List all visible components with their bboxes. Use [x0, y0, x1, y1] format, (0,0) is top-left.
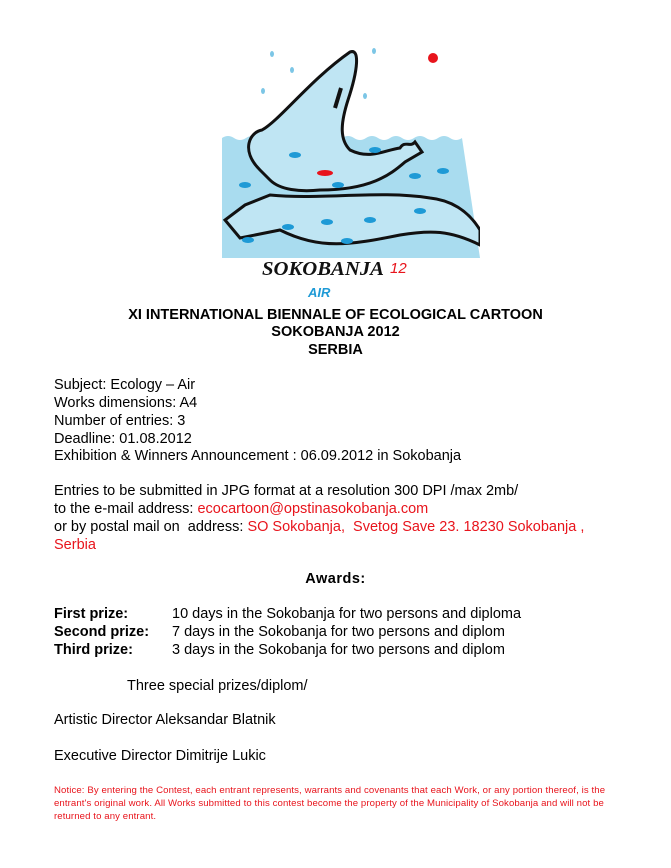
title-line-3: SERBIA	[308, 342, 363, 358]
prize-text: 10 days in the Sokobanja for two persons and diploma	[172, 606, 522, 622]
logo-year: 12	[390, 260, 407, 277]
detail-dimensions: Works dimensions: A4	[54, 395, 198, 411]
submission-email-line	[54, 501, 428, 518]
email-label: to the e-mail address:	[54, 501, 198, 517]
submission-format: Entries to be submitted in JPG format at a resolution 300 DPI /max 2mb/	[54, 483, 519, 499]
prize-label: First prize:	[54, 606, 129, 622]
logo-text: SOKOBANJA	[262, 258, 384, 280]
artistic-director: Artistic Director Aleksandar Blatnik	[54, 712, 276, 728]
detail-entries: Number of entries: 3	[54, 413, 186, 429]
prize-text: 7 days in the Sokobanja for two persons and diplom	[172, 624, 505, 640]
email-link[interactable]: ecocartoon@opstinasokobanja.com	[197, 501, 429, 517]
awards-heading: Awards:	[305, 571, 366, 587]
title-line-1: XI INTERNATIONAL BIENNALE OF ECOLOGICAL CARTOON	[128, 307, 543, 323]
detail-exhibition: Exhibition & Winners Announcement : 06.09.2012 in Sokobanja	[54, 448, 462, 464]
postal-label: or by postal mail on address:	[54, 519, 248, 535]
cartoon-illustration	[200, 30, 480, 300]
logo-sub: AIR	[308, 285, 331, 300]
prize-second	[54, 624, 505, 641]
detail-subject: Subject: Ecology – Air	[54, 377, 196, 393]
prize-label: Second prize:	[54, 624, 150, 640]
sun	[428, 53, 438, 63]
executive-director: Executive Director Dimitrije Lukic	[54, 748, 266, 764]
prize-text: 3 days in the Sokobanja for two persons and diplom	[172, 642, 505, 658]
legal-notice: Notice: By entering the Contest, each entrant represents, warrants and covenants that each Work, or any portion thereof, is the entrant's original work. All Works submitted to this contest become the property of the Municipality of Sokobanja and will not be returned to any entrant.	[54, 785, 606, 822]
title-line-2: SOKOBANJA 2012	[271, 324, 400, 340]
postal-address: SO Sokobanja, Svetog Save 23. 18230 Sokobanja ,	[247, 519, 585, 535]
special-prizes: Three special prizes/diplom/	[127, 678, 308, 694]
figure-head	[249, 52, 422, 191]
postal-country: Serbia	[54, 537, 96, 553]
submission-postal-line	[54, 519, 584, 536]
prize-label: Third prize:	[54, 642, 133, 658]
prize-first	[54, 606, 521, 623]
figure-tongue	[317, 170, 333, 176]
detail-deadline: Deadline: 01.08.2012	[54, 431, 192, 447]
prize-third	[54, 642, 505, 659]
